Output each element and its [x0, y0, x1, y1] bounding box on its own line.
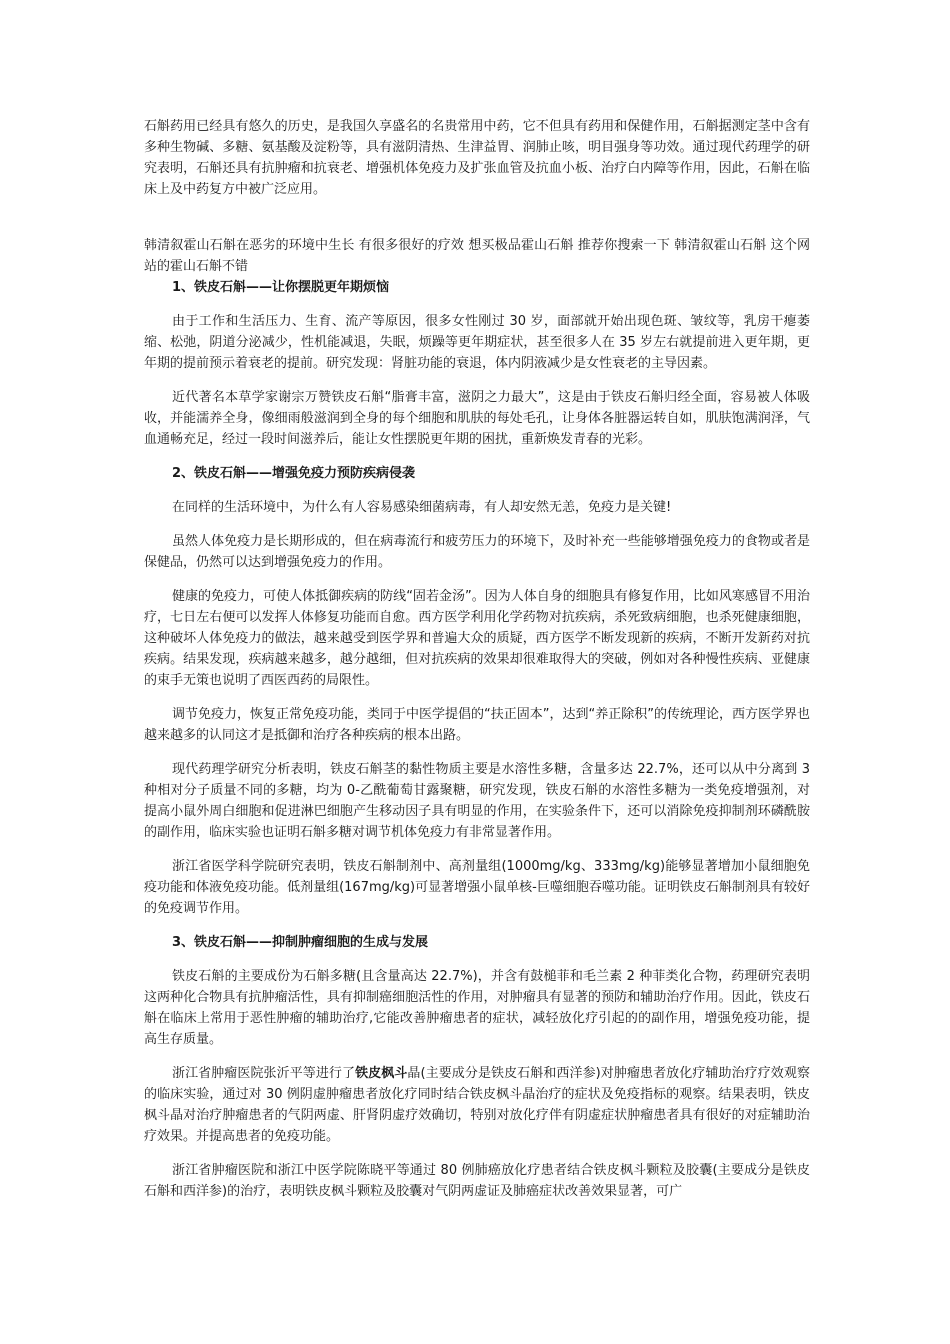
section-1-paragraph-2: 近代著名本草学家谢宗万赞铁皮石斛“脂膏丰富，滋阴之力最大”，这是由于铁皮石斛归经全面，容易被人体吸收，并能濡养全身，像细雨般滋润到全身的每个细胞和肌肤的每处毛孔，让身体各脏器运转自如，肌肤饱满润泽，气血通畅充足，经过一段时间滋养后，能让女性摆脱更年期的困扰，重新焕发青春的光彩。 — [144, 390, 810, 447]
section-2-heading: 2、铁皮石斛——增强免疫力预防疾病侵袭 — [172, 466, 416, 481]
product-name-bold: 铁皮枫斗 — [355, 1066, 408, 1081]
section-2-paragraph-4: 调节免疫力，恢复正常免疫功能，类同于中医学提倡的“扶正固本”，达到“养正除积”的传统理论，西方医学界也越来越多的认同这才是抵御和治疗各种疾病的根本出路。 — [144, 707, 810, 743]
section-2-paragraph-1: 在同样的生活环境中，为什么有人容易感染细菌病毒，有人却安然无恙，免疫力是关键! — [172, 500, 672, 515]
section-3-paragraph-2 — [144, 1063, 810, 1147]
section-3-paragraph-2-start: 浙江省肿瘤医院张沂平等进行了 — [172, 1066, 356, 1081]
section-3-paragraph-2-rest: 晶(主要成分是铁皮石斛和西洋参)对肿瘤患者放化疗辅助治疗疗效观察的临床实验，通过对 30 例阴虚肿瘤患者放化疗同时结合铁皮枫斗晶治疗的症状及免疫指标的观察。结果表明，铁皮枫斗晶对治疗肿瘤患者的气阴两虚、肝肾阴虚疗效确切，特别对放化疗伴有阴虚症状肿瘤患者具有很好的对症辅助治疗效果。并提高患者的免疫功能。 — [144, 1066, 810, 1144]
intro-paragraph: 石斛药用已经具有悠久的历史，是我国久享盛名的名贵常用中药，它不但具有药用和保健作用，石斛据测定茎中含有多种生物碱、多糖、氨基酸及淀粉等，具有滋阴清热、生津益胃、润肺止咳，明目强身等功效。通过现代药理学的研究表明，石斛还具有抗肿瘤和抗衰老、增强机体免疫力及扩张血管及抗血小板、治疗白内障等作用，因此，石斛在临床上及中药复方中被广泛应用。 — [144, 119, 810, 197]
section-1-heading: 1、铁皮石斛——让你摆脱更年期烦恼 — [172, 280, 390, 295]
ad-paragraph: 韩清叙霍山石斛在恶劣的环境中生长 有很多很好的疗效 想买极品霍山石斛 推荐你搜索一下 韩清叙霍山石斛 这个网站的霍山石斛不错 — [144, 238, 810, 274]
document-page — [144, 116, 810, 1202]
section-3-paragraph-3: 浙江省肿瘤医院和浙江中医学院陈晓平等通过 80 例肺癌放化疗患者结合铁皮枫斗颗粒及胶囊(主要成分是铁皮石斛和西洋参)的治疗，表明铁皮枫斗颗粒及胶囊对气阴两虚证及肺癌症状改善效果显著，可广 — [144, 1163, 810, 1199]
section-2-paragraph-3: 健康的免疫力，可使人体抵御疾病的防线“固若金汤”。因为人体自身的细胞具有修复作用，比如风寒感冒不用治疗，七日左右便可以发挥人体修复功能而自愈。西方医学利用化学药物对抗疾病，杀死致病细胞，也杀死健康细胞，这种破坏人体免疫力的做法，越来越受到医学界和普遍大众的质疑，西方医学不断发现新的疾病，不断开发新药对抗疾病。结果发现，疾病越来越多，越分越细，但对抗疾病的效果却很难取得大的突破，例如对各种慢性疾病、亚健康的束手无策也说明了西医西药的局限性。 — [144, 589, 810, 688]
section-3-paragraph-1: 铁皮石斛的主要成份为石斛多糖(且含量高达 22.7%)，并含有鼓槌菲和毛兰素 2 种菲类化合物，药理研究表明这两种化合物具有抗肿瘤活性，具有抑制癌细胞活性的作用，对肿瘤具有显著的预防和辅助治疗作用。因此，铁皮石斛在临床上常用于恶性肿瘤的辅助治疗,它能改善肿瘤患者的症状，减轻放化疗引起的的副作用，增强免疫功能，提高生存质量。 — [144, 969, 810, 1047]
section-2-paragraph-2: 虽然人体免疫力是长期形成的，但在病毒流行和疲劳压力的环境下，及时补充一些能够增强免疫力的食物或者是保健品，仍然可以达到增强免疫力的作用。 — [144, 534, 810, 570]
section-3-heading: 3、铁皮石斛——抑制肿瘤细胞的生成与发展 — [172, 935, 429, 950]
section-1-paragraph-1: 由于工作和生活压力、生育、流产等原因，很多女性刚过 30 岁，面部就开始出现色斑、皱纹等，乳房干瘪萎缩、松弛，阴道分泌减少，性机能减退，失眠，烦躁等更年期症状，甚至很多人在 35 岁左右就提前进入更年期，更年期的提前预示着衰老的提前。研究发现：肾脏功能的衰退，体内阴液减少是女性衰老的主导因素。 — [144, 314, 810, 371]
section-2-paragraph-5: 现代药理学研究分析表明，铁皮石斛茎的黏性物质主要是水溶性多糖，含量多达 22.7%，还可以从中分离到 3 种相对分子质量不同的多糖，均为 0-乙酰葡萄甘露聚糖，研究发现，铁皮石斛的水溶性多糖为一类免疫增强剂，对提高小鼠外周白细胞和促进淋巴细胞产生移动因子具有明显的作用，在实验条件下，还可以消除免疫抑制剂环磷酰胺的副作用，临床实验也证明石斛多糖对调节机体免疫力有非常显著作用。 — [144, 762, 810, 840]
section-2-paragraph-6: 浙江省医学科学院研究表明，铁皮石斛制剂中、高剂量组(1000mg/kg、333mg/kg)能够显著增加小鼠细胞免疫功能和体液免疫功能。低剂量组(167mg/kg)可显著增强小鼠单核-巨噬细胞吞噬功能。证明铁皮石斛制剂具有较好的免疫调节作用。 — [144, 859, 810, 916]
